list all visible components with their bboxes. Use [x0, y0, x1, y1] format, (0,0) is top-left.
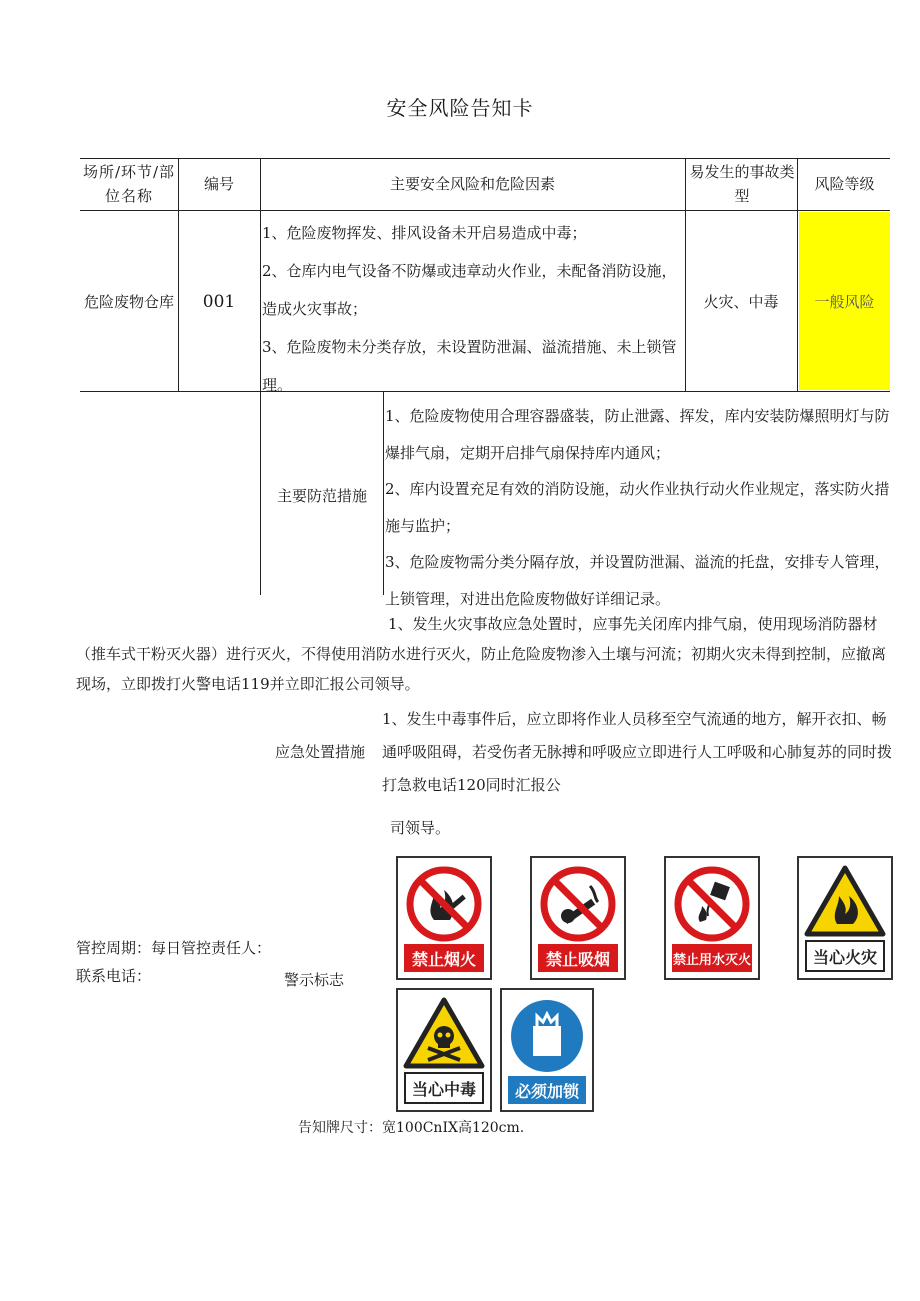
no-water-icon [672, 864, 752, 944]
sign-label: 当心火灾 [805, 940, 885, 972]
no-smoking-icon [538, 864, 618, 944]
poison-warning-icon [402, 996, 486, 1072]
risk-item: 2、仓库内电气设备不防爆或违章动火作业，未配备消防设施，造成火灾事故； [262, 262, 677, 318]
sign-no-fire [396, 856, 492, 980]
header-risks: 主要安全风险和危险因素 [389, 175, 555, 193]
risk-list [262, 214, 682, 404]
sign-label: 禁止用水灭火 [672, 944, 752, 972]
sign-no-smoking [530, 856, 626, 980]
page-title: 安全风险告知卡 [386, 96, 534, 120]
sign-label: 禁止吸烟 [538, 944, 618, 972]
col-divider [260, 158, 261, 595]
accident-cell: 火灾、中毒 [703, 293, 779, 311]
fire-warning-icon [803, 864, 887, 940]
measure-item: 1、危险废物使用合理容器盛装，防止泄露、挥发，库内安装防爆照明灯与防爆排气扇，定期开启排气扇保持库内通风； [385, 407, 890, 462]
header-code: 编号 [203, 175, 234, 193]
table-header-divider [80, 210, 890, 211]
risk-item: 1、危险废物挥发、排风设备未开启易造成中毒； [262, 224, 587, 242]
header-level: 风险等级 [814, 175, 875, 193]
risk-level-badge: 一般风险 [799, 212, 890, 390]
risk-item: 3、危险废物未分类存放，未设置防泄漏、溢流措施、未上锁管理。 [262, 338, 677, 394]
col-divider [383, 391, 384, 595]
sign-must-lock [500, 988, 594, 1112]
warning-label: 警示标志 [284, 971, 345, 989]
emergency-label: 应急处置措施 [274, 743, 365, 761]
measures-list [385, 398, 890, 608]
must-lock-icon [507, 996, 587, 1076]
sign-label: 当心中毒 [404, 1072, 484, 1104]
header-accident: 易发生的事故类型 [689, 163, 795, 205]
control-info: 管控周期：每日管控责任人：联系电话： [76, 939, 272, 985]
sign-poison-warning [396, 988, 492, 1112]
table-border-top [80, 158, 890, 159]
sign-fire-warning [797, 856, 893, 980]
code-cell: 001 [202, 292, 236, 312]
no-fire-icon [404, 864, 484, 944]
place-cell: 危险废物仓库 [83, 293, 174, 311]
measure-item: 2、库内设置充足有效的消防设施，动火作业执行动火作业规定，落实防火措施与监护； [385, 480, 890, 535]
sign-label: 禁止烟火 [404, 944, 484, 972]
header-place: 场所/环节/部位名称 [82, 163, 176, 205]
emergency-poison-tail: 司领导。 [390, 819, 451, 837]
sign-label: 必须加锁 [508, 1076, 586, 1104]
measure-item: 3、危险废物需分类分隔存放，并设置防泄漏、溢流的托盘，安排专人管理，上锁管理，对进出危险废物做好详细记录。 [385, 553, 890, 608]
measures-label: 主要防范措施 [276, 487, 367, 505]
emergency-poison-text: 1、发生中毒事件后，应立即将作业人员移至空气流通的地方，解开衣扣、畅通呼吸阻碍，若受伤者无脉搏和呼吸应立即进行人工呼吸和心肺复苏的同时拨打急救电话120同时汇报公 [382, 710, 893, 794]
sign-no-water [664, 856, 760, 980]
emergency-fire-text: 1、发生火灾事故应急处置时，应事先关闭库内排气扇，使用现场消防器材（推车式干粉灭火器）进行灭火，不得使用消防水进行灭火，防止危险废物渗入土壤与河流；初期火灾未得到控制，应撤离现场，立即拨打火警电话119并立即汇报公司领导。 [76, 615, 887, 693]
size-note: 告知牌尺寸：宽100CnIX高120cm. [298, 1120, 525, 1136]
